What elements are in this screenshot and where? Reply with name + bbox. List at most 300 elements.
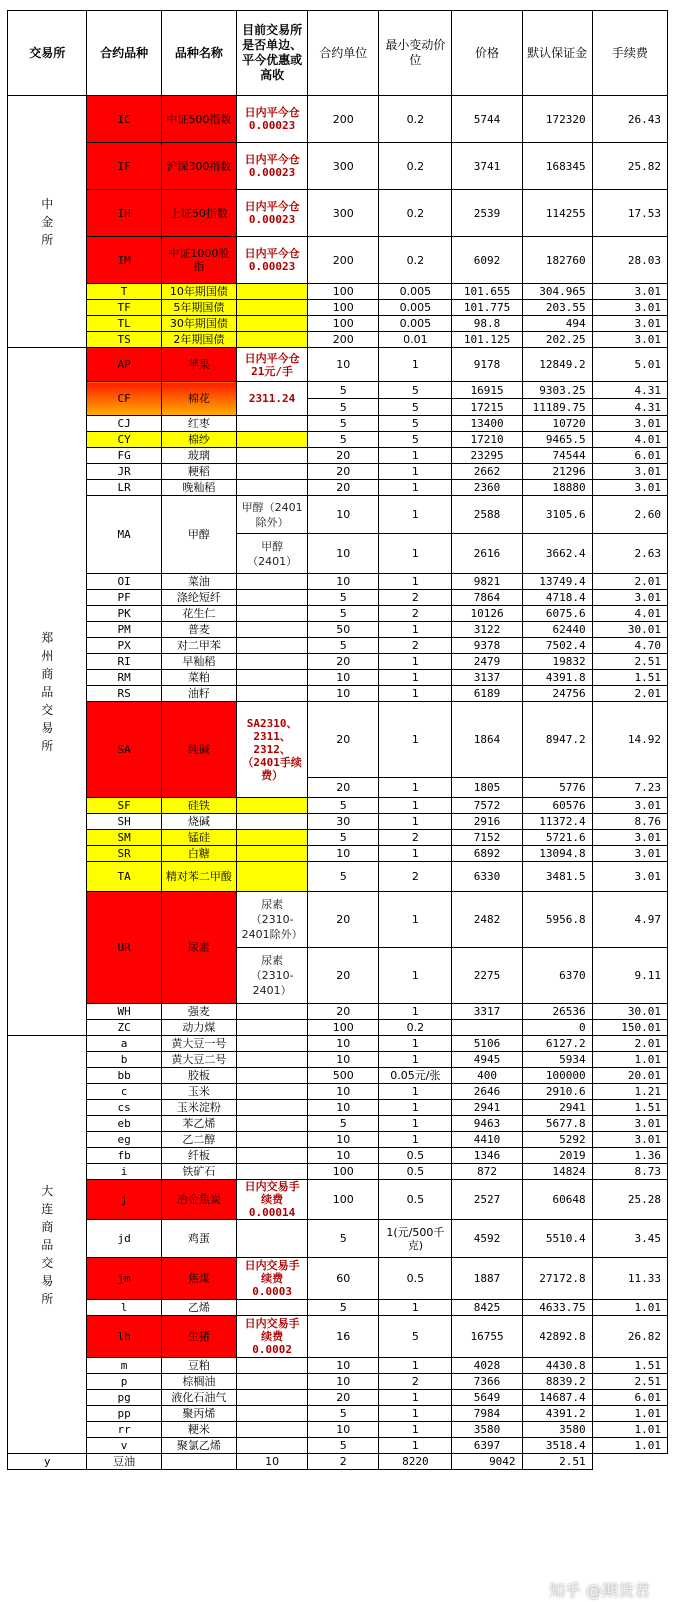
tick-cell: 0.5 [379,1180,452,1220]
name-cell: 玻璃 [161,448,236,464]
fee-cell: 6.01 [592,448,667,464]
price-cell: 17215 [452,399,522,416]
tick-cell: 0.5 [379,1258,452,1300]
table-row [8,300,668,316]
fee-cell: 17.53 [592,190,667,237]
price-cell: 9463 [452,1116,522,1132]
tick-cell: 1 [379,1052,452,1068]
table-row [8,1164,668,1180]
code-cell: IH [87,190,161,237]
margin-cell: 21296 [522,464,592,480]
tick-cell: 1 [379,1084,452,1100]
fee-cell: 2.51 [592,1374,667,1390]
code-cell: i [87,1164,161,1180]
unit-cell: 100 [308,1180,379,1220]
fee-cell: 4.31 [592,382,667,399]
tick-cell: 1 [379,348,452,382]
unit-cell: 20 [308,464,379,480]
futures-table [7,10,668,1470]
policy-cell: 日内平今仓 0.00023 [237,96,308,143]
tick-cell: 0.2 [379,143,452,190]
price-cell: 7984 [452,1406,522,1422]
tick-cell: 0.2 [379,96,452,143]
name-cell: 尿素 [161,892,236,1004]
price-cell: 400 [452,1068,522,1084]
policy-cell: 甲醇（2401除外） [237,496,308,534]
price-cell: 16755 [452,1316,522,1358]
code-cell: CY [87,432,161,448]
name-cell: 冶金焦炭 [161,1180,236,1220]
table-row [8,1180,668,1220]
margin-cell: 74544 [522,448,592,464]
unit-cell: 5 [308,590,379,606]
price-cell: 2616 [452,534,522,574]
code-cell: v [87,1438,161,1454]
table-row [8,574,668,590]
tick-cell: 0.5 [379,1164,452,1180]
margin-cell: 2019 [522,1148,592,1164]
unit-cell: 20 [308,448,379,464]
tick-cell: 2 [379,830,452,846]
code-cell: SR [87,846,161,862]
margin-cell: 304.965 [522,284,592,300]
policy-cell [237,1374,308,1390]
margin-cell: 3105.6 [522,496,592,534]
price-cell: 1805 [452,778,522,798]
policy-cell [237,622,308,638]
price-cell: 2646 [452,1084,522,1100]
name-cell: 烧碱 [161,814,236,830]
unit-cell: 100 [308,1020,379,1036]
fee-cell: 2.51 [522,1454,592,1470]
policy-cell [237,1132,308,1148]
code-cell: lh [87,1316,161,1358]
margin-cell: 8947.2 [522,702,592,778]
price-cell: 3741 [452,143,522,190]
fee-cell: 3.01 [592,862,667,892]
policy-cell: 尿素（2310-2401） [237,948,308,1004]
table-row [8,1406,668,1422]
unit-cell: 20 [308,948,379,1004]
margin-cell: 10720 [522,416,592,432]
margin-cell: 9042 [452,1454,522,1470]
fee-cell: 28.03 [592,237,667,284]
fee-cell: 2.51 [592,654,667,670]
tick-cell: 0.01 [379,332,452,348]
policy-cell: 日内平今仓 0.00023 [237,143,308,190]
unit-cell: 500 [308,1068,379,1084]
policy-cell: 日内交易手续费 0.00014 [237,1180,308,1220]
price-cell: 9378 [452,638,522,654]
name-cell: 液化石油气 [161,1390,236,1406]
margin-cell: 6075.6 [522,606,592,622]
unit-cell: 10 [308,1374,379,1390]
name-cell: 豆粕 [161,1358,236,1374]
table-row [8,190,668,237]
margin-cell: 14824 [522,1164,592,1180]
name-cell: 玉米 [161,1084,236,1100]
unit-cell: 5 [308,1300,379,1316]
code-cell: TA [87,862,161,892]
policy-cell: 尿素（2310-2401除外） [237,892,308,948]
margin-cell: 24756 [522,686,592,702]
table-row [8,814,668,830]
code-cell: rr [87,1422,161,1438]
tick-cell: 2 [379,638,452,654]
margin-cell: 9303.25 [522,382,592,399]
code-cell: SF [87,798,161,814]
unit-cell: 10 [308,348,379,382]
policy-cell [237,1300,308,1316]
price-cell: 4028 [452,1358,522,1374]
price-cell: 101.655 [452,284,522,300]
margin-cell: 4633.75 [522,1300,592,1316]
name-cell: 10年期国债 [161,284,236,300]
table-row [8,846,668,862]
price-cell: 7864 [452,590,522,606]
tick-cell: 1 [379,1132,452,1148]
margin-cell: 5510.4 [522,1220,592,1258]
unit-cell: 60 [308,1258,379,1300]
fee-cell: 4.01 [592,606,667,622]
fee-cell: 7.23 [592,778,667,798]
margin-cell: 62440 [522,622,592,638]
policy-cell [237,1068,308,1084]
table-row [8,237,668,284]
margin-cell: 5721.6 [522,830,592,846]
code-cell: RI [87,654,161,670]
name-cell: 5年期国债 [161,300,236,316]
policy-cell [237,1084,308,1100]
name-cell: 普麦 [161,622,236,638]
unit-cell: 10 [308,1358,379,1374]
name-cell: 聚氯乙烯 [161,1438,236,1454]
policy-cell: 日内平今仓 0.00023 [237,190,308,237]
price-cell: 13400 [452,416,522,432]
price-cell: 6397 [452,1438,522,1454]
tick-cell: 5 [379,382,452,399]
margin-cell: 42892.8 [522,1316,592,1358]
unit-cell: 5 [308,416,379,432]
code-cell: RS [87,686,161,702]
fee-cell: 1.01 [592,1052,667,1068]
margin-cell: 8839.2 [522,1374,592,1390]
code-cell: ZC [87,1020,161,1036]
header-name: 品种名称 [161,11,236,96]
code-cell: m [87,1358,161,1374]
code-cell: l [87,1300,161,1316]
fee-cell: 3.01 [592,480,667,496]
policy-cell [237,1220,308,1258]
fee-cell: 1.51 [592,1358,667,1374]
price-cell: 5649 [452,1390,522,1406]
margin-cell: 60576 [522,798,592,814]
policy-cell [237,638,308,654]
unit-cell: 5 [308,1116,379,1132]
tick-cell: 0.2 [379,237,452,284]
policy-cell [237,814,308,830]
table-row [8,416,668,432]
margin-cell: 7502.4 [522,638,592,654]
name-cell: 30年期国债 [161,316,236,332]
table-row [8,1116,668,1132]
name-cell: 锰硅 [161,830,236,846]
code-cell: AP [87,348,161,382]
name-cell: 粳米 [161,1422,236,1438]
margin-cell: 6127.2 [522,1036,592,1052]
tick-cell: 1 [379,814,452,830]
unit-cell: 20 [308,702,379,778]
tick-cell: 1 [379,1406,452,1422]
fee-cell: 3.01 [592,846,667,862]
price-cell: 101.125 [452,332,522,348]
tick-cell: 2 [308,1454,379,1470]
policy-cell [237,432,308,448]
code-cell: SH [87,814,161,830]
name-cell: 胶板 [161,1068,236,1084]
unit-cell: 5 [308,1438,379,1454]
price-cell: 2941 [452,1100,522,1116]
unit-cell: 10 [308,1036,379,1052]
name-cell: 聚丙烯 [161,1406,236,1422]
header-row [8,11,668,96]
margin-cell: 2941 [522,1100,592,1116]
tick-cell: 5 [379,432,452,448]
price-cell: 1887 [452,1258,522,1300]
code-cell: jd [87,1220,161,1258]
header-tick: 最小变动价位 [379,11,452,96]
name-cell: 早籼稻 [161,654,236,670]
exchange-cell: 中金所 [8,96,87,348]
unit-cell: 300 [308,190,379,237]
code-cell: IM [87,237,161,284]
code-cell: WH [87,1004,161,1020]
margin-cell: 3580 [522,1422,592,1438]
unit-cell: 5 [308,399,379,416]
margin-cell: 0 [522,1020,592,1036]
tick-cell: 1 [379,846,452,862]
margin-cell: 9465.5 [522,432,592,448]
price-cell: 3137 [452,670,522,686]
margin-cell: 27172.8 [522,1258,592,1300]
fee-cell: 8.76 [592,814,667,830]
name-cell: 菜油 [161,574,236,590]
table-row [8,606,668,622]
price-cell: 3122 [452,622,522,638]
code-cell: b [87,1052,161,1068]
fee-cell: 3.01 [592,464,667,480]
unit-cell: 10 [308,1148,379,1164]
price-cell: 6092 [452,237,522,284]
margin-cell: 172320 [522,96,592,143]
margin-cell: 11372.4 [522,814,592,830]
tick-cell: 0.005 [379,316,452,332]
price-cell: 2662 [452,464,522,480]
policy-cell [237,284,308,300]
unit-cell: 20 [308,1390,379,1406]
name-cell: 鸡蛋 [161,1220,236,1258]
table-row [8,348,668,382]
name-cell: 强麦 [161,1004,236,1020]
margin-cell: 4391.8 [522,670,592,686]
price-cell: 2479 [452,654,522,670]
policy-cell [237,1164,308,1180]
unit-cell: 10 [308,1100,379,1116]
margin-cell: 494 [522,316,592,332]
policy-cell [237,846,308,862]
name-cell: 苹果 [161,348,236,382]
name-cell: 粳稻 [161,464,236,480]
tick-cell: 1 [379,1358,452,1374]
fee-cell: 1.36 [592,1148,667,1164]
name-cell: 纯碱 [161,702,236,798]
price-cell: 6330 [452,862,522,892]
table-row [8,332,668,348]
policy-cell [237,316,308,332]
code-cell: pp [87,1406,161,1422]
table-row [8,1374,668,1390]
tick-cell: 1 [379,574,452,590]
unit-cell: 10 [308,686,379,702]
unit-cell: 50 [308,622,379,638]
table-row [8,1148,668,1164]
tick-cell: 1 [379,778,452,798]
name-cell: 甲醇 [161,496,236,574]
table-row [8,670,668,686]
code-cell: fb [87,1148,161,1164]
price-cell: 6892 [452,846,522,862]
fee-cell: 1.51 [592,670,667,686]
fee-cell: 1.01 [592,1438,667,1454]
name-cell: 动力煤 [161,1020,236,1036]
unit-cell: 100 [308,1164,379,1180]
code-cell: SA [87,702,161,798]
price-cell: 10126 [452,606,522,622]
fee-cell: 26.43 [592,96,667,143]
fee-cell: 4.31 [592,399,667,416]
price-cell: 3317 [452,1004,522,1020]
table-row [8,1052,668,1068]
price-cell: 3580 [452,1422,522,1438]
tick-cell: 1 [379,534,452,574]
tick-cell: 1 [379,622,452,638]
name-cell: 豆油 [87,1454,161,1470]
code-cell: pg [87,1390,161,1406]
price-cell: 7366 [452,1374,522,1390]
margin-cell: 60648 [522,1180,592,1220]
name-cell: 棉花 [161,382,236,416]
policy-cell: 日内平今仓21元/手 [237,348,308,382]
code-cell: FG [87,448,161,464]
name-cell: 白糖 [161,846,236,862]
fee-cell: 1.21 [592,1084,667,1100]
tick-cell: 1 [379,1390,452,1406]
tick-cell: 1 [379,1438,452,1454]
header-price: 价格 [452,11,522,96]
margin-cell: 4391.2 [522,1406,592,1422]
code-cell: eb [87,1116,161,1132]
price-cell: 23295 [452,448,522,464]
margin-cell: 19832 [522,654,592,670]
tick-cell: 2 [379,862,452,892]
name-cell: 花生仁 [161,606,236,622]
table-row [8,448,668,464]
table-row [8,1454,668,1470]
price-cell: 9178 [452,348,522,382]
tick-cell: 1 [379,654,452,670]
unit-cell: 16 [308,1316,379,1358]
fee-cell: 4.97 [592,892,667,948]
name-cell: 红枣 [161,416,236,432]
exchange-cell: 大连商品交易所 [8,1036,87,1454]
price-cell: 7152 [452,830,522,846]
tick-cell: 0.05元/张 [379,1068,452,1084]
code-cell: eg [87,1132,161,1148]
table-row [8,1020,668,1036]
table-row [8,638,668,654]
code-cell: JR [87,464,161,480]
price-cell: 17210 [452,432,522,448]
table-row [8,1004,668,1020]
policy-cell [237,1100,308,1116]
exchange-cell: 郑州商品交易所 [8,348,87,1036]
code-cell: p [87,1374,161,1390]
tick-cell: 1 [379,1100,452,1116]
policy-cell [161,1454,236,1470]
price-cell: 2482 [452,892,522,948]
price-cell: 1864 [452,702,522,778]
name-cell: 生猪 [161,1316,236,1358]
unit-cell: 10 [308,846,379,862]
code-cell: j [87,1180,161,1220]
policy-cell [237,300,308,316]
fee-cell: 3.01 [592,332,667,348]
unit-cell: 100 [308,284,379,300]
table-row [8,1438,668,1454]
unit-cell: 5 [308,1220,379,1258]
unit-cell: 100 [308,300,379,316]
table-row [8,1316,668,1358]
fee-cell: 25.28 [592,1180,667,1220]
table-row [8,1422,668,1438]
margin-cell: 5677.8 [522,1116,592,1132]
fee-cell: 5.01 [592,348,667,382]
name-cell: 精对苯二甲酸 [161,862,236,892]
policy-cell [237,464,308,480]
name-cell: 黄大豆一号 [161,1036,236,1052]
unit-cell: 5 [308,606,379,622]
table-row [8,892,668,948]
policy-cell: SA2310、2311、2312、（2401手续费） [237,702,308,798]
policy-cell [237,1004,308,1020]
name-cell: 铁矿石 [161,1164,236,1180]
tick-cell: 0.005 [379,300,452,316]
policy-cell [237,670,308,686]
price-cell: 4410 [452,1132,522,1148]
margin-cell: 14687.4 [522,1390,592,1406]
tick-cell: 2 [379,590,452,606]
fee-cell: 3.01 [592,416,667,432]
tick-cell: 1 [379,670,452,686]
code-cell: SM [87,830,161,846]
code-cell: bb [87,1068,161,1084]
tick-cell: 1 [379,448,452,464]
margin-cell: 6370 [522,948,592,1004]
fee-cell: 3.01 [592,798,667,814]
margin-cell: 5776 [522,778,592,798]
watermark: 知乎 @期货君 [548,1581,650,1600]
unit-cell: 5 [308,830,379,846]
